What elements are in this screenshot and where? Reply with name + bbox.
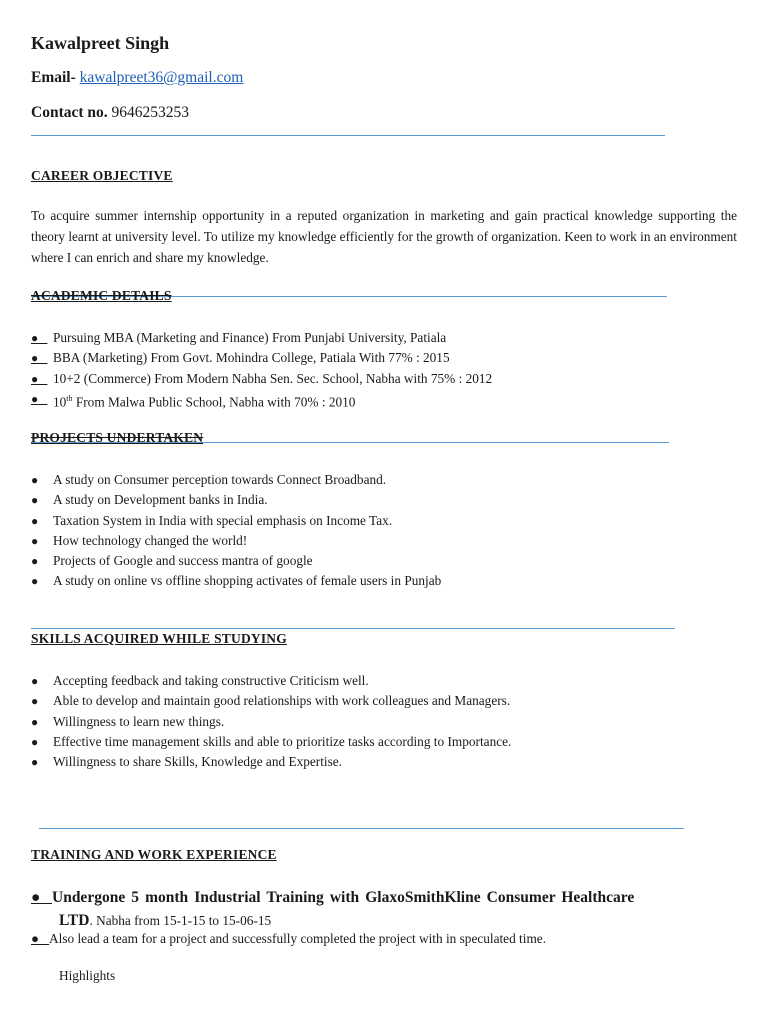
training-heading: TRAINING AND WORK EXPERIENCE xyxy=(31,847,277,862)
bullet-icon: ● xyxy=(31,371,39,386)
academic-details-heading: ACADEMIC DETAILS xyxy=(31,288,172,303)
email-link[interactable]: kawalpreet36@gmail.com xyxy=(79,69,244,86)
candidate-name: Kawalpreet Singh xyxy=(31,33,170,53)
header-divider xyxy=(31,135,665,136)
list-item: ● How technology changed the world! xyxy=(31,531,737,551)
email-label: Email- xyxy=(31,69,80,86)
email-line xyxy=(31,69,243,87)
list-item: ● 10+2 (Commerce) From Modern Nabha Sen. Sec. School, Nabha with 75% : 2012 xyxy=(31,369,737,389)
bullet-icon: ● xyxy=(31,889,41,906)
highlights-label: Highlights xyxy=(59,968,116,983)
bullet-icon: ● xyxy=(31,674,39,688)
bullet-icon: ● xyxy=(31,694,39,709)
bullet-icon: ● xyxy=(31,931,40,946)
contact-label: Contact no. xyxy=(31,104,112,121)
list-item: ● Taxation System in India with special emphasis on Income Tax. xyxy=(31,511,737,531)
bullet-icon: ● xyxy=(31,714,39,729)
bullet-icon: ● xyxy=(31,331,39,345)
list-item: ● Pursuing MBA (Marketing and Finance) From Punjabi University, Patiala xyxy=(31,328,737,348)
bullet-icon: ● xyxy=(31,391,39,406)
list-item: ● A study on Development banks in India. xyxy=(31,490,737,510)
list-item: ● A study on online vs offline shopping activates of female users in Punjab xyxy=(31,571,737,591)
bullet-icon: ● xyxy=(31,755,39,770)
career-objective-heading: CAREER OBJECTIVE xyxy=(31,168,173,183)
bullet-icon: ● xyxy=(31,493,39,508)
bullet-icon: ● xyxy=(31,473,39,487)
list-item: ● Accepting feedback and taking constructive Criticism well. xyxy=(31,671,737,691)
skills-heading: SKILLS ACQUIRED WHILE STUDYING xyxy=(31,631,287,646)
career-objective-text: To acquire summer internship opportunity in a reputed organization in marketing and gain practical knowledge supporting the theory learnt at university level. To utilize my knowledge efficiently for the growth of organization. Keen to work in an environment where I can enrich and share my knowledge. xyxy=(31,208,737,265)
bullet-icon: ● xyxy=(31,351,39,366)
list-item: ● Willingness to learn new things. xyxy=(31,712,737,732)
contact-number: 9646253253 xyxy=(111,104,190,121)
contact-line xyxy=(31,104,189,122)
list-item: ● Projects of Google and success mantra of google xyxy=(31,551,737,571)
training-item-glaxo-cont: LTD. Nabha from 15-1-15 to 15-06-15 xyxy=(59,912,272,929)
bullet-icon: ● xyxy=(31,513,39,528)
training-item-lead: ● Also lead a team for a project and successfully completed the project with in speculated time. xyxy=(31,931,547,946)
bullet-icon: ● xyxy=(31,554,39,569)
list-item: ● A study on Consumer perception towards Connect Broadband. xyxy=(31,470,737,490)
projects-list xyxy=(31,470,737,592)
skills-list xyxy=(31,671,737,772)
skills-divider xyxy=(31,628,675,629)
projects-heading: PROJECTS UNDERTAKEN xyxy=(31,430,204,445)
list-item: ● Able to develop and maintain good relationships with work colleagues and Managers. xyxy=(31,691,737,711)
training-item-glaxo: ● Undergone 5 month Industrial Training with GlaxoSmithKline Consumer Healthcare xyxy=(31,889,635,906)
bullet-icon: ● xyxy=(31,533,39,548)
list-item: ● 10th From Malwa Public School, Nabha with 70% : 2010 xyxy=(31,389,737,413)
bullet-icon: ● xyxy=(31,734,39,749)
bullet-icon: ● xyxy=(31,574,39,589)
list-item: ● Willingness to share Skills, Knowledge and Expertise. xyxy=(31,752,737,772)
list-item: ● Effective time management skills and able to prioritize tasks according to Importance. xyxy=(31,732,737,752)
training-divider xyxy=(39,828,684,829)
list-item: ● BBA (Marketing) From Govt. Mohindra College, Patiala With 77% : 2015 xyxy=(31,348,737,368)
academic-list xyxy=(31,328,737,413)
